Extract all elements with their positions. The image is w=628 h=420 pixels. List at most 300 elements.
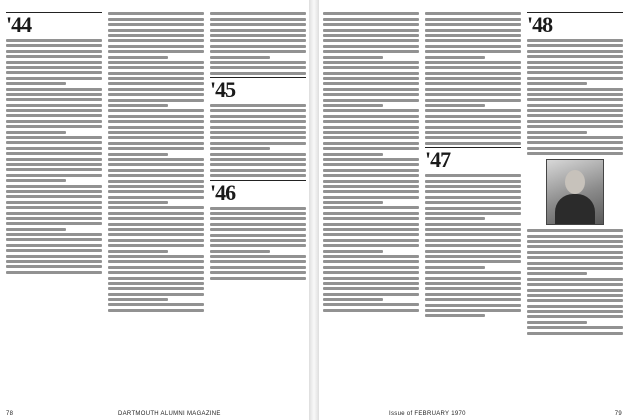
class-section-45	[210, 77, 306, 103]
text-line	[425, 293, 521, 296]
text-line	[6, 168, 102, 171]
text-line	[425, 66, 521, 69]
text-line	[6, 201, 102, 204]
body-text	[210, 104, 306, 177]
text-line	[323, 277, 419, 280]
text-line	[425, 45, 521, 48]
text-line	[527, 61, 623, 64]
text-line	[108, 169, 204, 172]
text-line	[425, 217, 485, 220]
text-line	[323, 34, 419, 37]
text-line	[108, 196, 204, 199]
text-line	[108, 163, 204, 166]
text-line	[425, 72, 521, 75]
left-page	[0, 0, 309, 420]
text-line	[108, 298, 168, 301]
text-line	[323, 126, 419, 129]
text-line	[527, 141, 623, 144]
right-column-1	[323, 10, 419, 402]
text-line	[108, 131, 204, 134]
text-line	[6, 147, 102, 150]
text-line	[425, 233, 521, 236]
text-line	[527, 245, 623, 248]
text-line	[323, 287, 419, 290]
text-line	[425, 271, 521, 274]
text-line	[323, 233, 419, 236]
text-line	[323, 250, 383, 253]
text-line	[323, 260, 419, 263]
text-line	[425, 82, 521, 85]
text-line	[210, 142, 306, 145]
body-text	[527, 229, 623, 334]
text-line	[108, 66, 204, 69]
class-year: '48	[527, 12, 553, 37]
text-line	[210, 12, 306, 15]
text-line	[108, 115, 204, 118]
text-line	[210, 34, 306, 37]
text-line	[210, 56, 270, 59]
text-line	[323, 39, 419, 42]
text-line	[323, 174, 419, 177]
text-line	[425, 109, 521, 112]
text-line	[108, 260, 204, 263]
text-line	[425, 12, 521, 15]
text-line	[108, 34, 204, 37]
text-line	[425, 228, 521, 231]
text-line	[527, 114, 623, 117]
text-line	[323, 153, 383, 156]
text-line	[425, 277, 521, 280]
text-line	[108, 61, 204, 64]
text-line	[323, 266, 419, 269]
text-line	[6, 233, 102, 236]
class-section-48	[527, 12, 623, 35]
text-line	[527, 310, 623, 313]
text-line	[527, 93, 623, 96]
text-line	[6, 131, 66, 134]
text-line	[323, 180, 419, 183]
text-line	[527, 125, 623, 128]
text-line	[210, 18, 306, 21]
right-page	[319, 0, 628, 420]
text-line	[210, 244, 306, 247]
text-line	[323, 169, 419, 172]
text-line	[425, 223, 521, 226]
text-line	[108, 99, 204, 102]
magazine-name: DARTMOUTH ALUMNI MAGAZINE	[118, 411, 221, 417]
text-line	[323, 136, 419, 139]
text-line	[6, 120, 102, 123]
text-line	[527, 66, 623, 69]
text-line	[210, 255, 306, 258]
text-line	[527, 267, 623, 270]
text-line	[108, 93, 204, 96]
text-line	[210, 72, 306, 75]
text-line	[323, 120, 419, 123]
class-year: '46	[210, 179, 236, 205]
text-line	[425, 142, 521, 145]
text-line	[108, 158, 204, 161]
text-line	[425, 196, 521, 199]
left-column-3	[210, 10, 306, 402]
text-line	[323, 163, 419, 166]
text-line	[6, 179, 66, 182]
text-line	[425, 99, 521, 102]
text-line	[323, 217, 419, 220]
text-line	[6, 238, 102, 241]
text-line	[6, 271, 102, 274]
text-line	[323, 190, 419, 193]
text-line	[210, 277, 306, 280]
text-line	[425, 18, 521, 21]
text-line	[527, 278, 623, 281]
text-line	[323, 77, 419, 80]
text-line	[6, 244, 102, 247]
text-line	[425, 190, 521, 193]
text-line	[425, 287, 521, 290]
text-line	[425, 266, 485, 269]
text-line	[6, 136, 102, 139]
class-year: '44	[6, 12, 32, 37]
text-line	[6, 174, 102, 177]
text-line	[210, 260, 306, 263]
text-line	[527, 44, 623, 47]
text-line	[6, 66, 102, 69]
text-line	[425, 212, 521, 215]
text-line	[527, 289, 623, 292]
text-line	[210, 153, 306, 156]
text-line	[108, 56, 168, 59]
text-line	[210, 239, 306, 242]
text-line	[323, 82, 419, 85]
text-line	[108, 147, 204, 150]
text-line	[323, 12, 419, 15]
text-line	[323, 45, 419, 48]
text-line	[323, 239, 419, 242]
text-line	[108, 190, 204, 193]
text-line	[425, 34, 521, 37]
text-line	[108, 142, 204, 145]
text-line	[6, 163, 102, 166]
text-line	[6, 44, 102, 47]
text-line	[425, 309, 521, 312]
text-line	[425, 61, 521, 64]
text-line	[425, 260, 521, 263]
text-line	[323, 298, 383, 301]
text-line	[6, 260, 102, 263]
body-text	[108, 12, 204, 311]
text-line	[6, 185, 102, 188]
text-line	[6, 217, 102, 220]
text-line	[6, 212, 102, 215]
text-line	[527, 55, 623, 58]
page-gutter	[309, 0, 319, 420]
text-line	[323, 109, 419, 112]
text-line	[108, 50, 204, 53]
text-line	[527, 50, 623, 53]
text-line	[6, 71, 102, 74]
text-line	[6, 222, 102, 225]
text-line	[425, 180, 521, 183]
text-line	[425, 136, 521, 139]
text-line	[425, 104, 485, 107]
text-line	[527, 299, 623, 302]
text-line	[527, 262, 623, 265]
text-line	[108, 77, 204, 80]
text-line	[323, 56, 383, 59]
text-line	[323, 142, 419, 145]
text-line	[527, 88, 623, 91]
text-line	[210, 169, 306, 172]
text-line	[527, 240, 623, 243]
body-text	[6, 39, 102, 274]
text-line	[527, 326, 623, 329]
text-line	[108, 255, 204, 258]
body-text	[210, 12, 306, 74]
class-section-46	[210, 180, 306, 203]
text-line	[323, 72, 419, 75]
text-line	[323, 131, 419, 134]
text-line	[323, 99, 419, 102]
text-line	[527, 98, 623, 101]
text-line	[425, 250, 521, 253]
text-line	[108, 104, 168, 107]
text-line	[210, 115, 306, 118]
text-line	[323, 93, 419, 96]
text-line	[210, 126, 306, 129]
text-line	[108, 212, 204, 215]
text-line	[425, 244, 521, 247]
text-line	[527, 272, 587, 275]
text-line	[108, 82, 204, 85]
text-line	[425, 56, 485, 59]
text-line	[108, 309, 204, 312]
text-line	[6, 77, 102, 80]
text-line	[323, 66, 419, 69]
text-line	[210, 250, 270, 253]
body-text	[527, 39, 623, 155]
text-line	[425, 131, 521, 134]
issue-line: Issue of FEBRUARY 1970	[389, 411, 466, 417]
text-line	[108, 23, 204, 26]
text-line	[527, 256, 623, 259]
text-line	[425, 298, 521, 301]
text-line	[6, 249, 102, 252]
text-line	[6, 228, 66, 231]
text-line	[108, 287, 204, 290]
class-year: '45	[210, 77, 236, 103]
text-line	[108, 206, 204, 209]
text-line	[527, 147, 623, 150]
text-line	[425, 314, 485, 317]
text-line	[108, 223, 204, 226]
text-line	[108, 88, 204, 91]
body-text	[210, 207, 306, 280]
text-line	[6, 190, 102, 193]
text-line	[323, 201, 383, 204]
text-line	[108, 217, 204, 220]
text-line	[210, 131, 306, 134]
text-line	[210, 104, 306, 107]
text-line	[108, 244, 204, 247]
text-line	[323, 255, 419, 258]
text-line	[323, 309, 419, 312]
text-line	[6, 50, 102, 53]
text-line	[425, 126, 521, 129]
text-line	[323, 223, 419, 226]
text-line	[323, 293, 419, 296]
text-line	[323, 228, 419, 231]
text-line	[323, 29, 419, 32]
text-line	[108, 180, 204, 183]
text-line	[210, 109, 306, 112]
text-line	[210, 271, 306, 274]
text-line	[6, 109, 102, 112]
text-line	[323, 18, 419, 21]
text-line	[210, 163, 306, 166]
text-line	[425, 88, 521, 91]
text-line	[527, 229, 623, 232]
text-line	[425, 174, 521, 177]
text-line	[108, 228, 204, 231]
text-line	[527, 283, 623, 286]
text-line	[323, 115, 419, 118]
text-line	[323, 271, 419, 274]
text-line	[6, 88, 102, 91]
text-line	[425, 239, 521, 242]
text-line	[425, 282, 521, 285]
text-line	[425, 29, 521, 32]
text-line	[425, 23, 521, 26]
text-line	[323, 50, 419, 53]
text-line	[323, 244, 419, 247]
text-line	[6, 255, 102, 258]
text-line	[425, 93, 521, 96]
text-line	[6, 206, 102, 209]
text-line	[108, 126, 204, 129]
text-line	[6, 265, 102, 268]
text-line	[323, 206, 419, 209]
class-year: '47	[425, 147, 451, 173]
class-section-44	[6, 12, 102, 35]
text-line	[108, 282, 204, 285]
text-line	[323, 23, 419, 26]
text-line	[6, 82, 66, 85]
text-line	[527, 104, 623, 107]
text-line	[108, 233, 204, 236]
text-line	[108, 185, 204, 188]
text-line	[527, 39, 623, 42]
text-line	[527, 131, 587, 134]
text-line	[6, 61, 102, 64]
text-line	[6, 93, 102, 96]
body-text	[425, 12, 521, 144]
text-line	[108, 303, 204, 306]
page-number: 78	[6, 411, 14, 417]
text-line	[425, 50, 521, 53]
text-line	[527, 77, 623, 80]
body-text	[425, 174, 521, 317]
text-line	[210, 217, 306, 220]
text-line	[425, 39, 521, 42]
text-line	[527, 315, 623, 318]
right-column-2	[425, 10, 521, 402]
text-line	[527, 251, 623, 254]
text-line	[6, 39, 102, 42]
text-line	[210, 266, 306, 269]
text-line	[323, 303, 419, 306]
text-line	[108, 39, 204, 42]
left-column-1	[6, 10, 102, 402]
text-line	[210, 136, 306, 139]
text-line	[6, 114, 102, 117]
text-line	[323, 88, 419, 91]
text-line	[425, 304, 521, 307]
text-line	[527, 152, 623, 155]
text-line	[6, 104, 102, 107]
text-line	[210, 50, 306, 53]
text-line	[108, 174, 204, 177]
text-line	[108, 153, 168, 156]
text-line	[108, 109, 204, 112]
class-section-47	[425, 147, 521, 173]
text-line	[527, 71, 623, 74]
text-line	[527, 120, 623, 123]
text-line	[527, 235, 623, 238]
text-line	[323, 104, 383, 107]
text-line	[108, 293, 204, 296]
text-line	[527, 321, 587, 324]
text-line	[210, 174, 306, 177]
text-line	[323, 282, 419, 285]
text-line	[425, 201, 521, 204]
text-line	[6, 98, 102, 101]
page-number: 79	[614, 411, 622, 417]
right-column-3	[527, 10, 623, 402]
body-text	[323, 12, 419, 311]
left-column-2	[108, 10, 204, 402]
text-line	[108, 266, 204, 269]
text-line	[210, 228, 306, 231]
text-line	[210, 45, 306, 48]
text-line	[108, 277, 204, 280]
text-line	[210, 158, 306, 161]
text-line	[108, 136, 204, 139]
text-line	[6, 141, 102, 144]
text-line	[210, 234, 306, 237]
text-line	[323, 158, 419, 161]
text-line	[210, 223, 306, 226]
text-line	[108, 271, 204, 274]
text-line	[6, 55, 102, 58]
text-line	[323, 212, 419, 215]
text-line	[108, 12, 204, 15]
text-line	[210, 29, 306, 32]
text-line	[323, 196, 419, 199]
text-line	[527, 82, 587, 85]
text-line	[210, 61, 306, 64]
text-line	[425, 185, 521, 188]
text-line	[6, 195, 102, 198]
text-line	[527, 332, 623, 335]
text-line	[323, 147, 419, 150]
text-line	[323, 61, 419, 64]
text-line	[527, 136, 623, 139]
text-line	[108, 18, 204, 21]
text-line	[108, 45, 204, 48]
text-line	[210, 120, 306, 123]
text-line	[527, 294, 623, 297]
